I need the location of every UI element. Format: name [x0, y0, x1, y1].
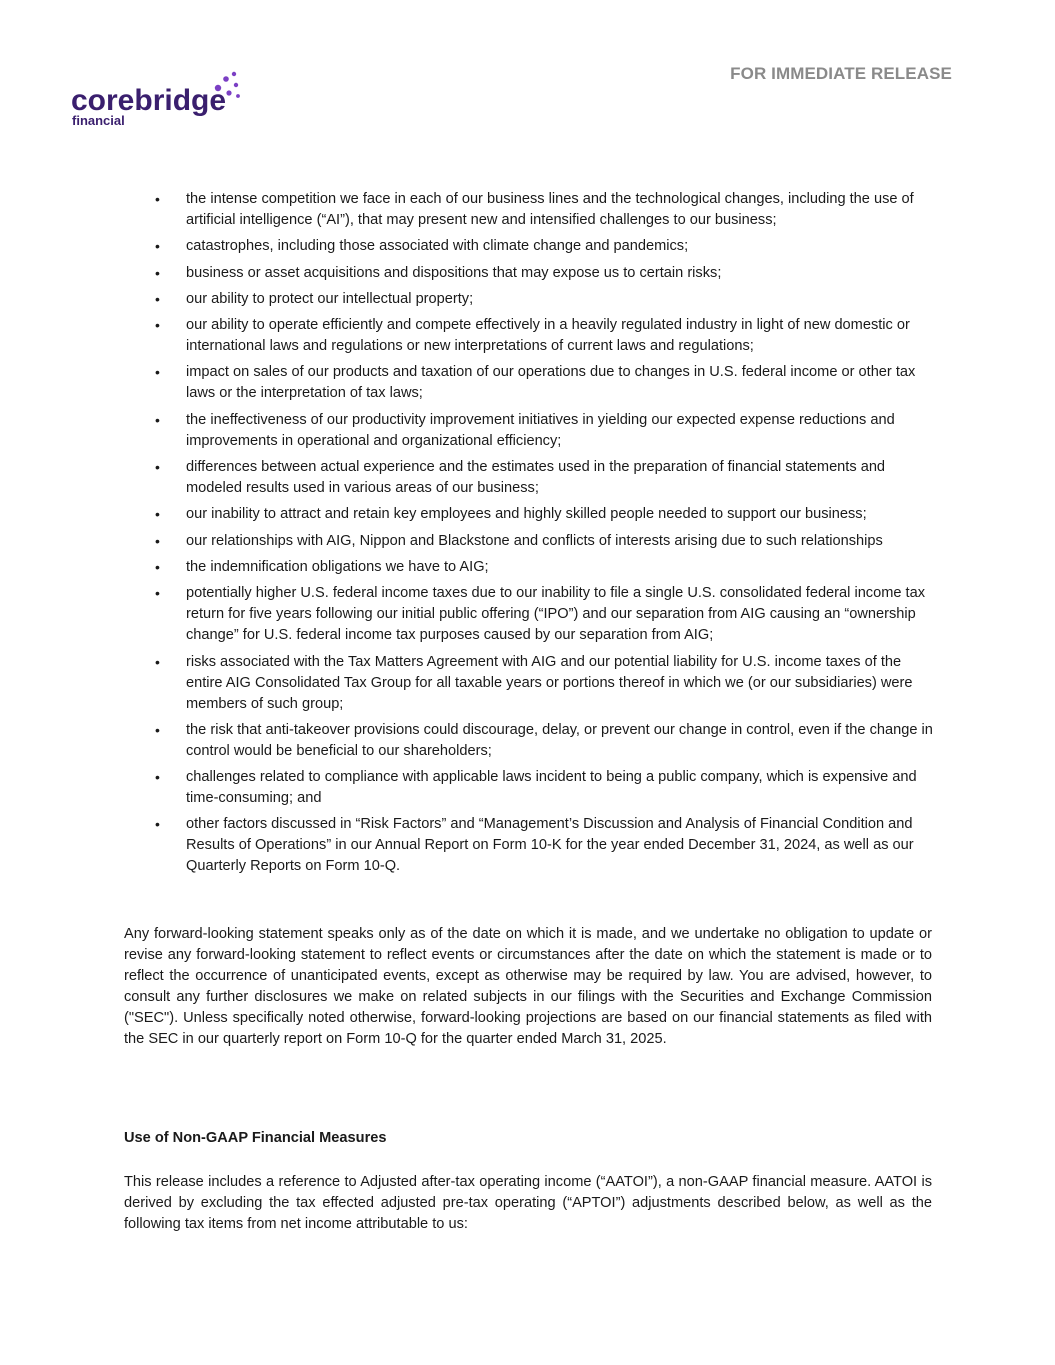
release-label: FOR IMMEDIATE RELEASE	[730, 64, 952, 83]
list-item: • potentially higher U.S. federal income taxes due to our inability to file a single U.S. consolidated federal income tax return for five years following our initial public offering (“IPO”) and our separation from AIG causing an “ownership change” for U.S. federal income tax purposes caused by our separation from AIG;	[155, 585, 926, 644]
logo-graphic	[70, 68, 250, 130]
list-item: • challenges related to compliance with applicable laws incident to being a public company, which is expensive and time-consuming; and	[155, 769, 917, 807]
risk-factor-list	[150, 189, 940, 883]
list-item: • other factors discussed in “Risk Factors” and “Management’s Discussion and Analysis of Financial Condition and Results of Operations” in our Annual Report on Form 10-K for the year ended December 31, 2024, as well as our Quarterly Reports on Form 10-Q.	[155, 816, 914, 875]
list-item: • the ineffectiveness of our productivity improvement initiatives in yielding our expected expense reductions and improvements in operational and organizational efficiency;	[155, 411, 895, 449]
logo-subtext: financial	[72, 113, 125, 128]
list-item: • the indemnification obligations we have to AIG;	[155, 558, 489, 575]
list-item: • our relationships with AIG, Nippon and Blackstone and conflicts of interests arising due to such relationships	[155, 532, 883, 549]
list-item: • the risk that anti-takeover provisions could discourage, delay, or prevent our change in control, even if the change in control would be beneficial to our shareholders;	[155, 721, 933, 759]
list-item: • our ability to protect our intellectual property;	[155, 290, 474, 307]
list-item: • differences between actual experience and the estimates used in the preparation of financial statements and modeled results used in various areas of our business;	[155, 459, 886, 497]
list-item: • the intense competition we face in each of our business lines and the technological changes, including the use of artificial intelligence (“AI”), that may present new and intensified challenges to our business;	[155, 191, 914, 228]
list-item: • our ability to operate efficiently and compete effectively in a heavily regulated industry in light of new domestic or international laws and regulations or new interpretations of current laws and regulations;	[155, 317, 910, 355]
non-gaap-heading: Use of Non-GAAP Financial Measures	[124, 1130, 387, 1146]
forward-looking-paragraph: Any forward-looking statement speaks only as of the date on which it is made, and we undertake no obligation to update or revise any forward-looking statement to reflect events or circumstances after the date on which the statement is made or to reflect the occurrence of unanticipated events, except as otherwise may be required by law. You are advised, however, to consult any further disclosures we make on related subjects in our filings with the Securities and Exchange Commission ("SEC"). Unless specifically noted otherwise, forward-looking projections are based on our financial statements as filed with the SEC in our quarterly report on Form 10-Q for the quarter ended March 31, 2025.	[124, 926, 932, 1047]
list-item: • business or asset acquisitions and dispositions that may expose us to certain risks;	[155, 264, 722, 281]
list-item: • catastrophes, including those associated with climate change and pandemics;	[155, 238, 689, 255]
corebridge-logo	[70, 68, 250, 130]
non-gaap-paragraph: This release includes a reference to Adjusted after-tax operating income (“AATOI”), a non-GAAP financial measure. AATOI is derived by excluding the tax effected adjusted pre-tax operating (“APTOI”) adjustments described below, as well as the following tax items from net income attributable to us:	[124, 1174, 932, 1232]
logo-wordmark: corebridge	[71, 84, 227, 117]
list-item: • risks associated with the Tax Matters Agreement with AIG and our potential liability for U.S. income taxes of the entire AIG Consolidated Tax Group for all taxable years or portions thereof in which we (or our subsidiaries) were members of such group;	[155, 653, 913, 712]
list-item: • impact on sales of our products and taxation of our operations due to changes in U.S. federal income or other tax laws or the interpretation of tax laws;	[155, 364, 916, 402]
list-item: • our inability to attract and retain key employees and highly skilled people needed to support our business;	[155, 506, 867, 523]
